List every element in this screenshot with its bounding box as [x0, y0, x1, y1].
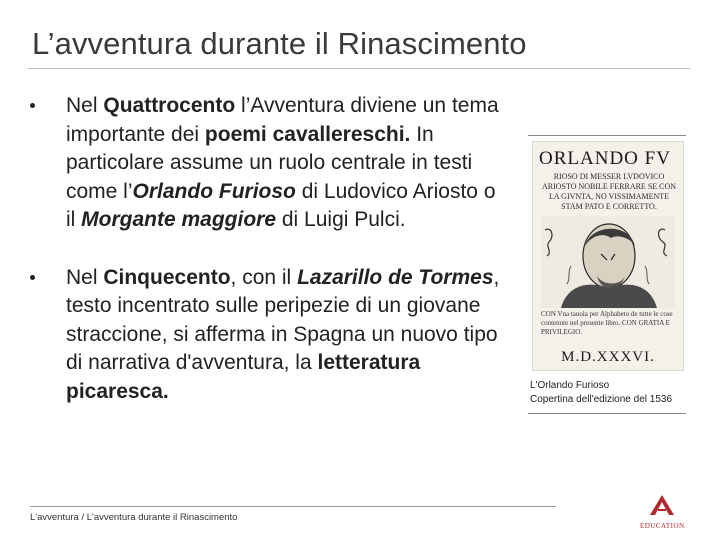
bullet-dot-icon — [30, 103, 35, 108]
cover-footer-text: CON Vna tauola per Alphabeto de tutte le cose contenute nel presente libro. CON GRATIA E PRIVILEGIO. — [541, 310, 673, 336]
figure-bottom-divider — [528, 413, 686, 414]
portrait-icon — [541, 216, 675, 308]
emphasis: Quattrocento — [103, 94, 236, 117]
cover-subtitle: RIOSO DI MESSER LVDOVICO ARIOSTO NOBILE FERRARE SE CON LA GIVNTA, NO VISSIMAMENTE STAM PATO E CORRETTO. — [541, 172, 677, 211]
work-title: Lazarillo de Tormes — [297, 265, 494, 289]
cover-title: ORLANDO FV — [539, 148, 671, 169]
figure-top-divider — [528, 135, 686, 136]
title-divider — [28, 68, 690, 69]
bullet-item — [30, 264, 510, 407]
work-title: Orlando Furioso — [132, 179, 296, 203]
bullet-list — [30, 92, 510, 406]
footer-breadcrumb: L'avventura / L'avventura durante il Rinascimento — [30, 512, 238, 523]
figure-caption — [528, 379, 688, 407]
caption-description: Copertina dell'edizione del 1536 — [530, 394, 673, 405]
slide-title: L’avventura durante il Rinascimento — [32, 26, 527, 61]
emphasis: poemi cavallereschi. — [204, 122, 411, 146]
bullet-item — [30, 92, 510, 235]
emphasis: Cinquecento — [103, 265, 231, 289]
cover-date: M.D.XXXVI. — [561, 349, 655, 365]
logo-text: EDUCATION — [640, 522, 685, 530]
footer-divider — [30, 506, 556, 507]
work-title: Morgante maggiore — [81, 208, 277, 231]
publisher-logo — [640, 494, 684, 530]
book-cover-figure — [528, 135, 688, 414]
caption-title: L'Orlando Furioso — [530, 380, 610, 391]
bullet-dot-icon — [30, 275, 35, 280]
publisher-logo-icon — [647, 494, 677, 516]
bullet-text: Nel Cinquecento, con il Lazarillo de Tormes, testo incentrato sulle peripezie di un giovane straccione, si afferma in Spagna un nuovo tipo di narrativa d'avventura, la letteratura picaresca. — [66, 265, 500, 403]
bullet-text: Nel Quattrocento l’Avventura diviene un tema importante dei poemi cavallereschi. In particolare assume un ruolo centrale in testi come l’Orlando Furioso di Ludovico Ariosto o il Morgante maggiore di Luigi Pulci. — [66, 94, 499, 231]
emphasis: letteratura picaresca. — [66, 351, 421, 403]
book-cover-image — [532, 141, 684, 371]
